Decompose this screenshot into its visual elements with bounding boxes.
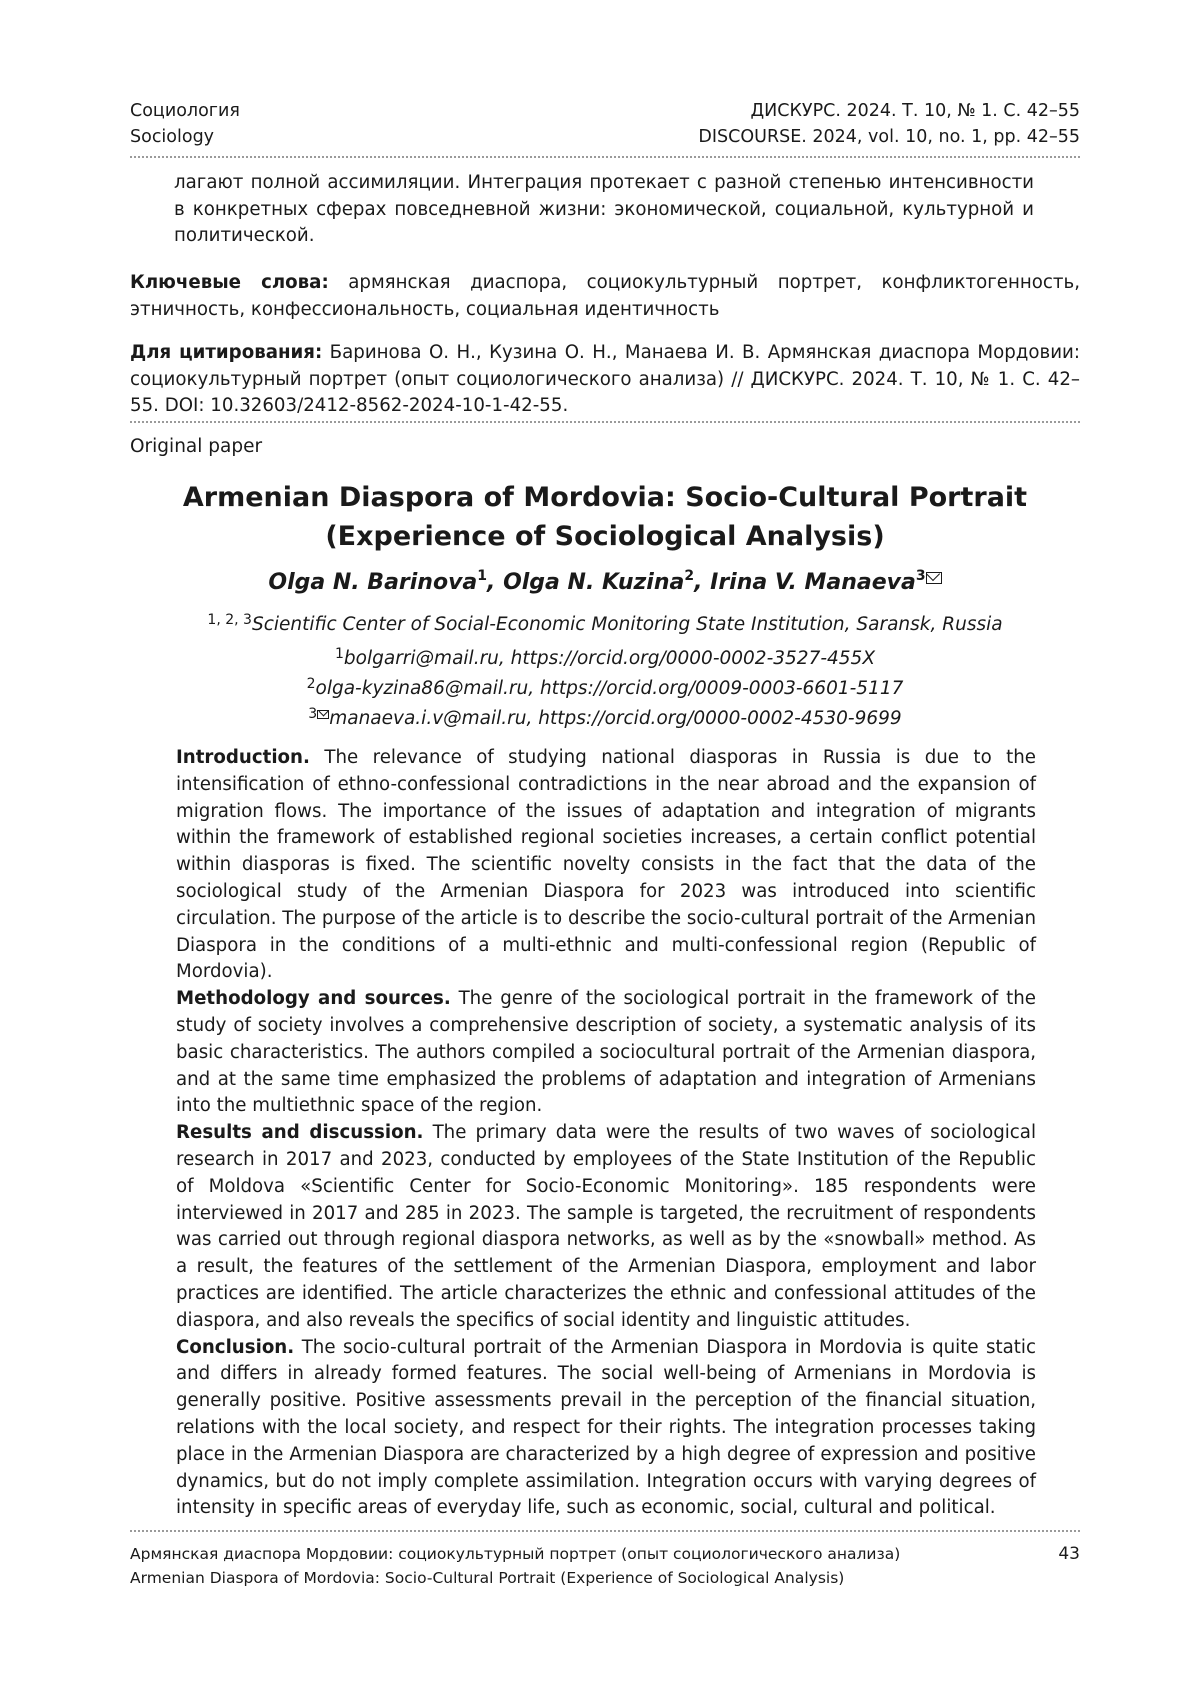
author-2: Olga N. Kuzina [503, 570, 685, 595]
section-label: Conclusion. [176, 1336, 295, 1358]
contact-sup: 1 [335, 646, 344, 662]
running-header [130, 98, 1080, 150]
author-3-contact [130, 708, 1080, 729]
affiliation-sup: 1, 2, 3 [207, 612, 252, 628]
citation-text: Баринова О. Н., Кузина О. Н., Манаева И. В. Армянская диаспора Мордовии: социокультурный портрет (опыт социологического анализа) // ДИСКУРС. 2024. Т. 10, № 1. С. 42–55. DOI: 10.32603/2412-8562-2024-10-1-42-55. [130, 342, 1080, 416]
author-2-contact [130, 678, 1080, 699]
section-name-en: Sociology [130, 127, 215, 147]
abstract-methodology [176, 986, 1036, 1120]
contact-text: manaeva.i.v@mail.ru, https://orcid.org/0000-0002-4530-9699 [329, 708, 902, 729]
author-2-sup: 2 [684, 568, 695, 584]
author-separator: , [487, 570, 504, 595]
keywords-text: армянская диаспора, социокультурный портрет, конфликтогенность, этничность, конфессиональность, социальная идентичность [130, 272, 1080, 320]
article-title [130, 478, 1080, 556]
envelope-icon [926, 572, 942, 584]
author-list [130, 570, 1080, 595]
section-name-ru: Социология [130, 101, 240, 121]
page-number: 43 [1058, 1544, 1080, 1564]
footer-title-en: Armenian Diaspora of Mordovia: Socio-Cultural Portrait (Experience of Sociological Analysis) [130, 1569, 845, 1587]
section-label: Introduction. [176, 747, 310, 768]
section-label: Methodology and sources. [176, 988, 451, 1010]
affiliation [130, 614, 1080, 635]
citation-ru [130, 340, 1080, 420]
section-text: The relevance of studying national diasporas in Russia is due to the intensification of ethno-confessional contradictions in the near abroad and the expansion of migration flows. The importance of the issues of adaptation and integration of migrants within the framework of established regional societies increases, a certain conflict potential within diasporas is fixed. The scientific novelty consists in the fact that the data of the sociological study of the Armenian Diaspora for 2023 was introduced into scientific circulation. The purpose of the article is to describe the socio-cultural portrait of the Armenian Diaspora in the conditions of a multi-ethnic and multi-confessional region (Republic of Mordovia). [176, 747, 1036, 983]
section-text: The primary data were the results of two waves of sociological research in 2017 and 2023, conducted by employees of the State Institution of the Republic of Moldova «Scientific Center for Socio-Economic Monitoring». 185 respondents were interviewed in 2017 and 285 in 2023. The sample is targeted, the recruitment of respondents was carried out through regional diaspora networks, as well as by the «snowball» method. As a result, the features of the settlement of the Armenian Diaspora, employment and labor practices are identified. The article characterizes the ethnic and confessional attitudes of the diaspora, and also reveals the specifics of social identity and linguistic attitudes. [176, 1122, 1036, 1331]
contact-text: bolgarri@mail.ru, https://orcid.org/0000-0002-3527-455X [343, 648, 875, 669]
header-divider [130, 156, 1080, 158]
abstract-conclusion [176, 1335, 1036, 1523]
english-abstract [176, 745, 1036, 1522]
author-3-sup: 3 [915, 568, 926, 584]
russian-abstract-continuation: лагают полной ассимиляции. Интеграция протекает с разной степенью интенсивности в конкретных сферах повседневной жизни: экономической, социальной, культурной и политической. [174, 172, 1034, 246]
running-footer [130, 1542, 1080, 1590]
abstract-introduction [176, 745, 1036, 986]
abstract-results [176, 1120, 1036, 1334]
journal-ref-en: DISCOURSE. 2024, vol. 10, no. 1, pp. 42–55 [698, 127, 1080, 147]
keywords-label: Ключевые слова: [130, 272, 329, 293]
title-line-1: Armenian Diaspora of Mordovia: Socio-Cultural Portrait [182, 482, 1028, 513]
affiliation-text: Scientific Center of Social-Economic Monitoring State Institution, Saransk, Russia [251, 614, 1003, 635]
author-3: Irina V. Manaeva [710, 570, 916, 595]
section-text: The genre of the sociological portrait in the framework of the study of society involves a comprehensive description of society, a systematic analysis of its basic characteristics. The authors compiled a sociocultural portrait of the Armenian diaspora, and at the same time emphasized the problems of adaptation and integration of Armenians into the multiethnic space of the region. [176, 988, 1036, 1117]
citation-divider [130, 421, 1080, 423]
author-1-sup: 1 [477, 568, 488, 584]
title-line-2: (Experience of Sociological Analysis) [325, 521, 885, 552]
author-1: Olga N. Barinova [268, 570, 478, 595]
contact-sup: 2 [306, 676, 316, 692]
section-text: The socio-cultural portrait of the Armenian Diaspora in Mordovia is quite static and differs in already formed features. The social well-being of Armenians in Mordovia is generally positive. Positive assessments prevail in the perception of the financial situation, relations with the local society, and respect for their rights. The integration processes taking place in the Armenian Diaspora are characterized by a high degree of expression and positive dynamics, but do not imply complete assimilation. Integration occurs with varying degrees of intensity in specific areas of everyday life, such as economic, social, cultural and political. [176, 1336, 1036, 1519]
footer-divider [130, 1530, 1080, 1532]
envelope-icon [317, 710, 329, 719]
author-separator: , [694, 570, 711, 595]
section-label: Results and discussion. [176, 1122, 424, 1144]
contact-sup: 3 [308, 706, 318, 722]
article-type: Original paper [130, 436, 263, 457]
journal-ref-ru: ДИСКУРС. 2024. Т. 10, № 1. С. 42–55 [750, 101, 1080, 121]
citation-label: Для цитирования: [130, 342, 323, 363]
author-1-contact [130, 648, 1080, 669]
keywords-ru [130, 270, 1080, 323]
footer-title-ru: Армянская диаспора Мордовии: социокультурный портрет (опыт социологического анализа) [130, 1545, 901, 1563]
contact-text: olga-kyzina86@mail.ru, https://orcid.org/0009-0003-6601-5117 [315, 678, 904, 699]
